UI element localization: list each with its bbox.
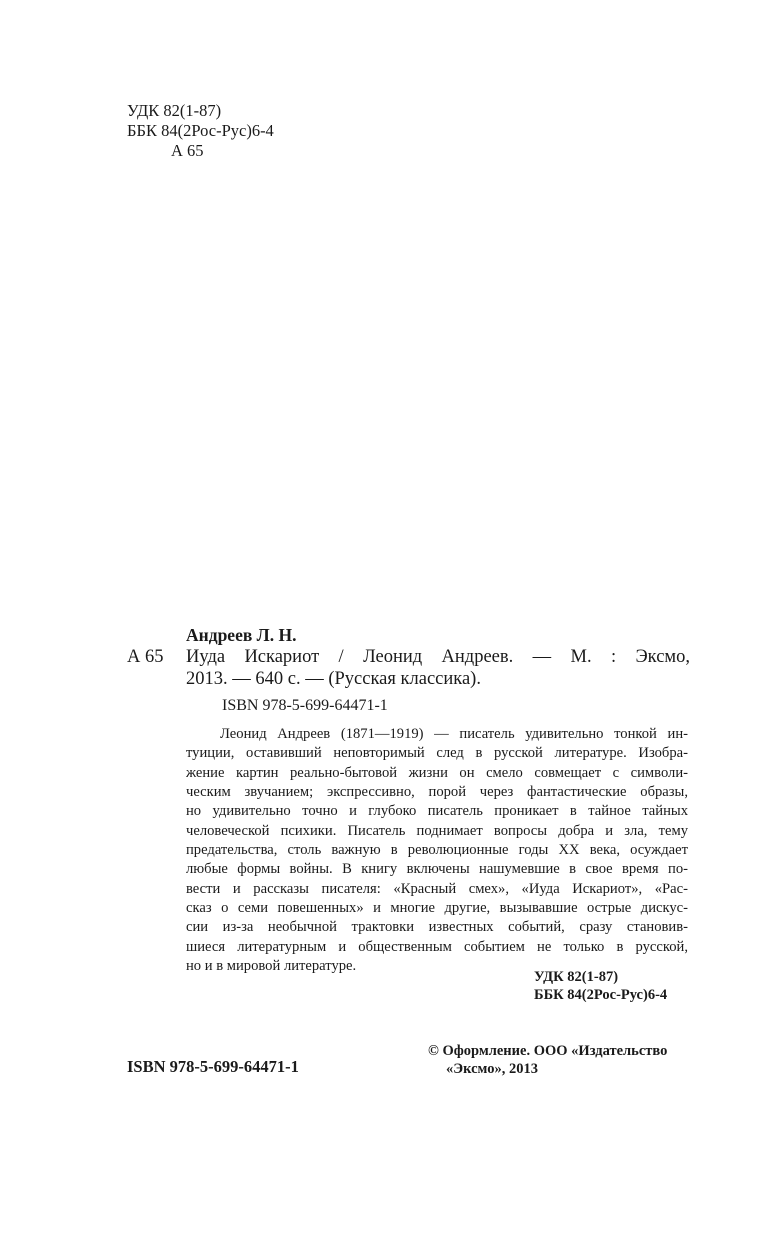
copyright-line-1: © Оформление. ООО «Издательство [428, 1043, 668, 1059]
top-classification-block [127, 101, 274, 161]
card-isbn: ISBN 978-5-699-64471-1 [222, 697, 388, 714]
bbk-code-bottom: ББК 84(2Рос-Рус)6-4 [534, 987, 668, 1003]
footer-isbn: ISBN 978-5-699-64471-1 [127, 1057, 299, 1076]
annotation-line: сии из-за необычной трактовки известных событий, сразу становив- [186, 919, 688, 936]
udk-code-bottom: УДК 82(1-87) [534, 969, 619, 985]
annotation-line: предательства, столь важную в революционные годы XX века, осуждает [186, 842, 688, 859]
card-title-line-2: 2013. — 640 с. — (Русская классика). [186, 669, 481, 689]
card-author: Андреев Л. Н. [186, 625, 297, 645]
annotation-line: туиции, оставивший неповторимый след в русской литературе. Изобра- [186, 745, 688, 762]
bottom-classification-block [534, 968, 667, 1004]
copyright-block [428, 1042, 667, 1078]
card-author-mark: А 65 [127, 647, 164, 667]
copyright-line-2: «Эксмо», 2013 [446, 1061, 538, 1077]
annotation-line: жение картин реально-бытовой жизни он смело совмещает с символи- [186, 764, 688, 781]
annotation-line: Леонид Андреев (1871—1919) — писатель удивительно тонкой ин- [220, 726, 688, 742]
bbk-code: ББК 84(2Рос-Рус)6-4 [127, 121, 274, 140]
annotation-line: любые формы войны. В книгу включены нашумевшие в свое время по- [186, 861, 688, 878]
annotation-line: шиеся литературным и общественным событием не только в русской, [186, 938, 688, 955]
annotation-line: человеческой психики. Писатель поднимает вопросы добра и зла, тему [186, 822, 688, 839]
annotation-paragraph [186, 725, 688, 976]
annotation-line: ческим звучанием; экспрессивно, порой через фантастические образы, [186, 784, 688, 801]
annotation-line: но удивительно точно и глубоко писатель проникает в тайное тайных [186, 803, 688, 820]
annotation-line: сказ о семи повешенных» и многие другие, вызывавшие острые дискус- [186, 900, 688, 917]
annotation-line: но и в мировой литературе. [186, 958, 357, 975]
author-mark: А 65 [171, 141, 204, 160]
annotation-line: вести и рассказы писателя: «Красный смех», «Иуда Искариот», «Рас- [186, 880, 688, 897]
udk-code: УДК 82(1-87) [127, 101, 222, 120]
card-title-line-1: Иуда Искариот / Леонид Андреев. — М. : Эксмо, [186, 647, 690, 667]
